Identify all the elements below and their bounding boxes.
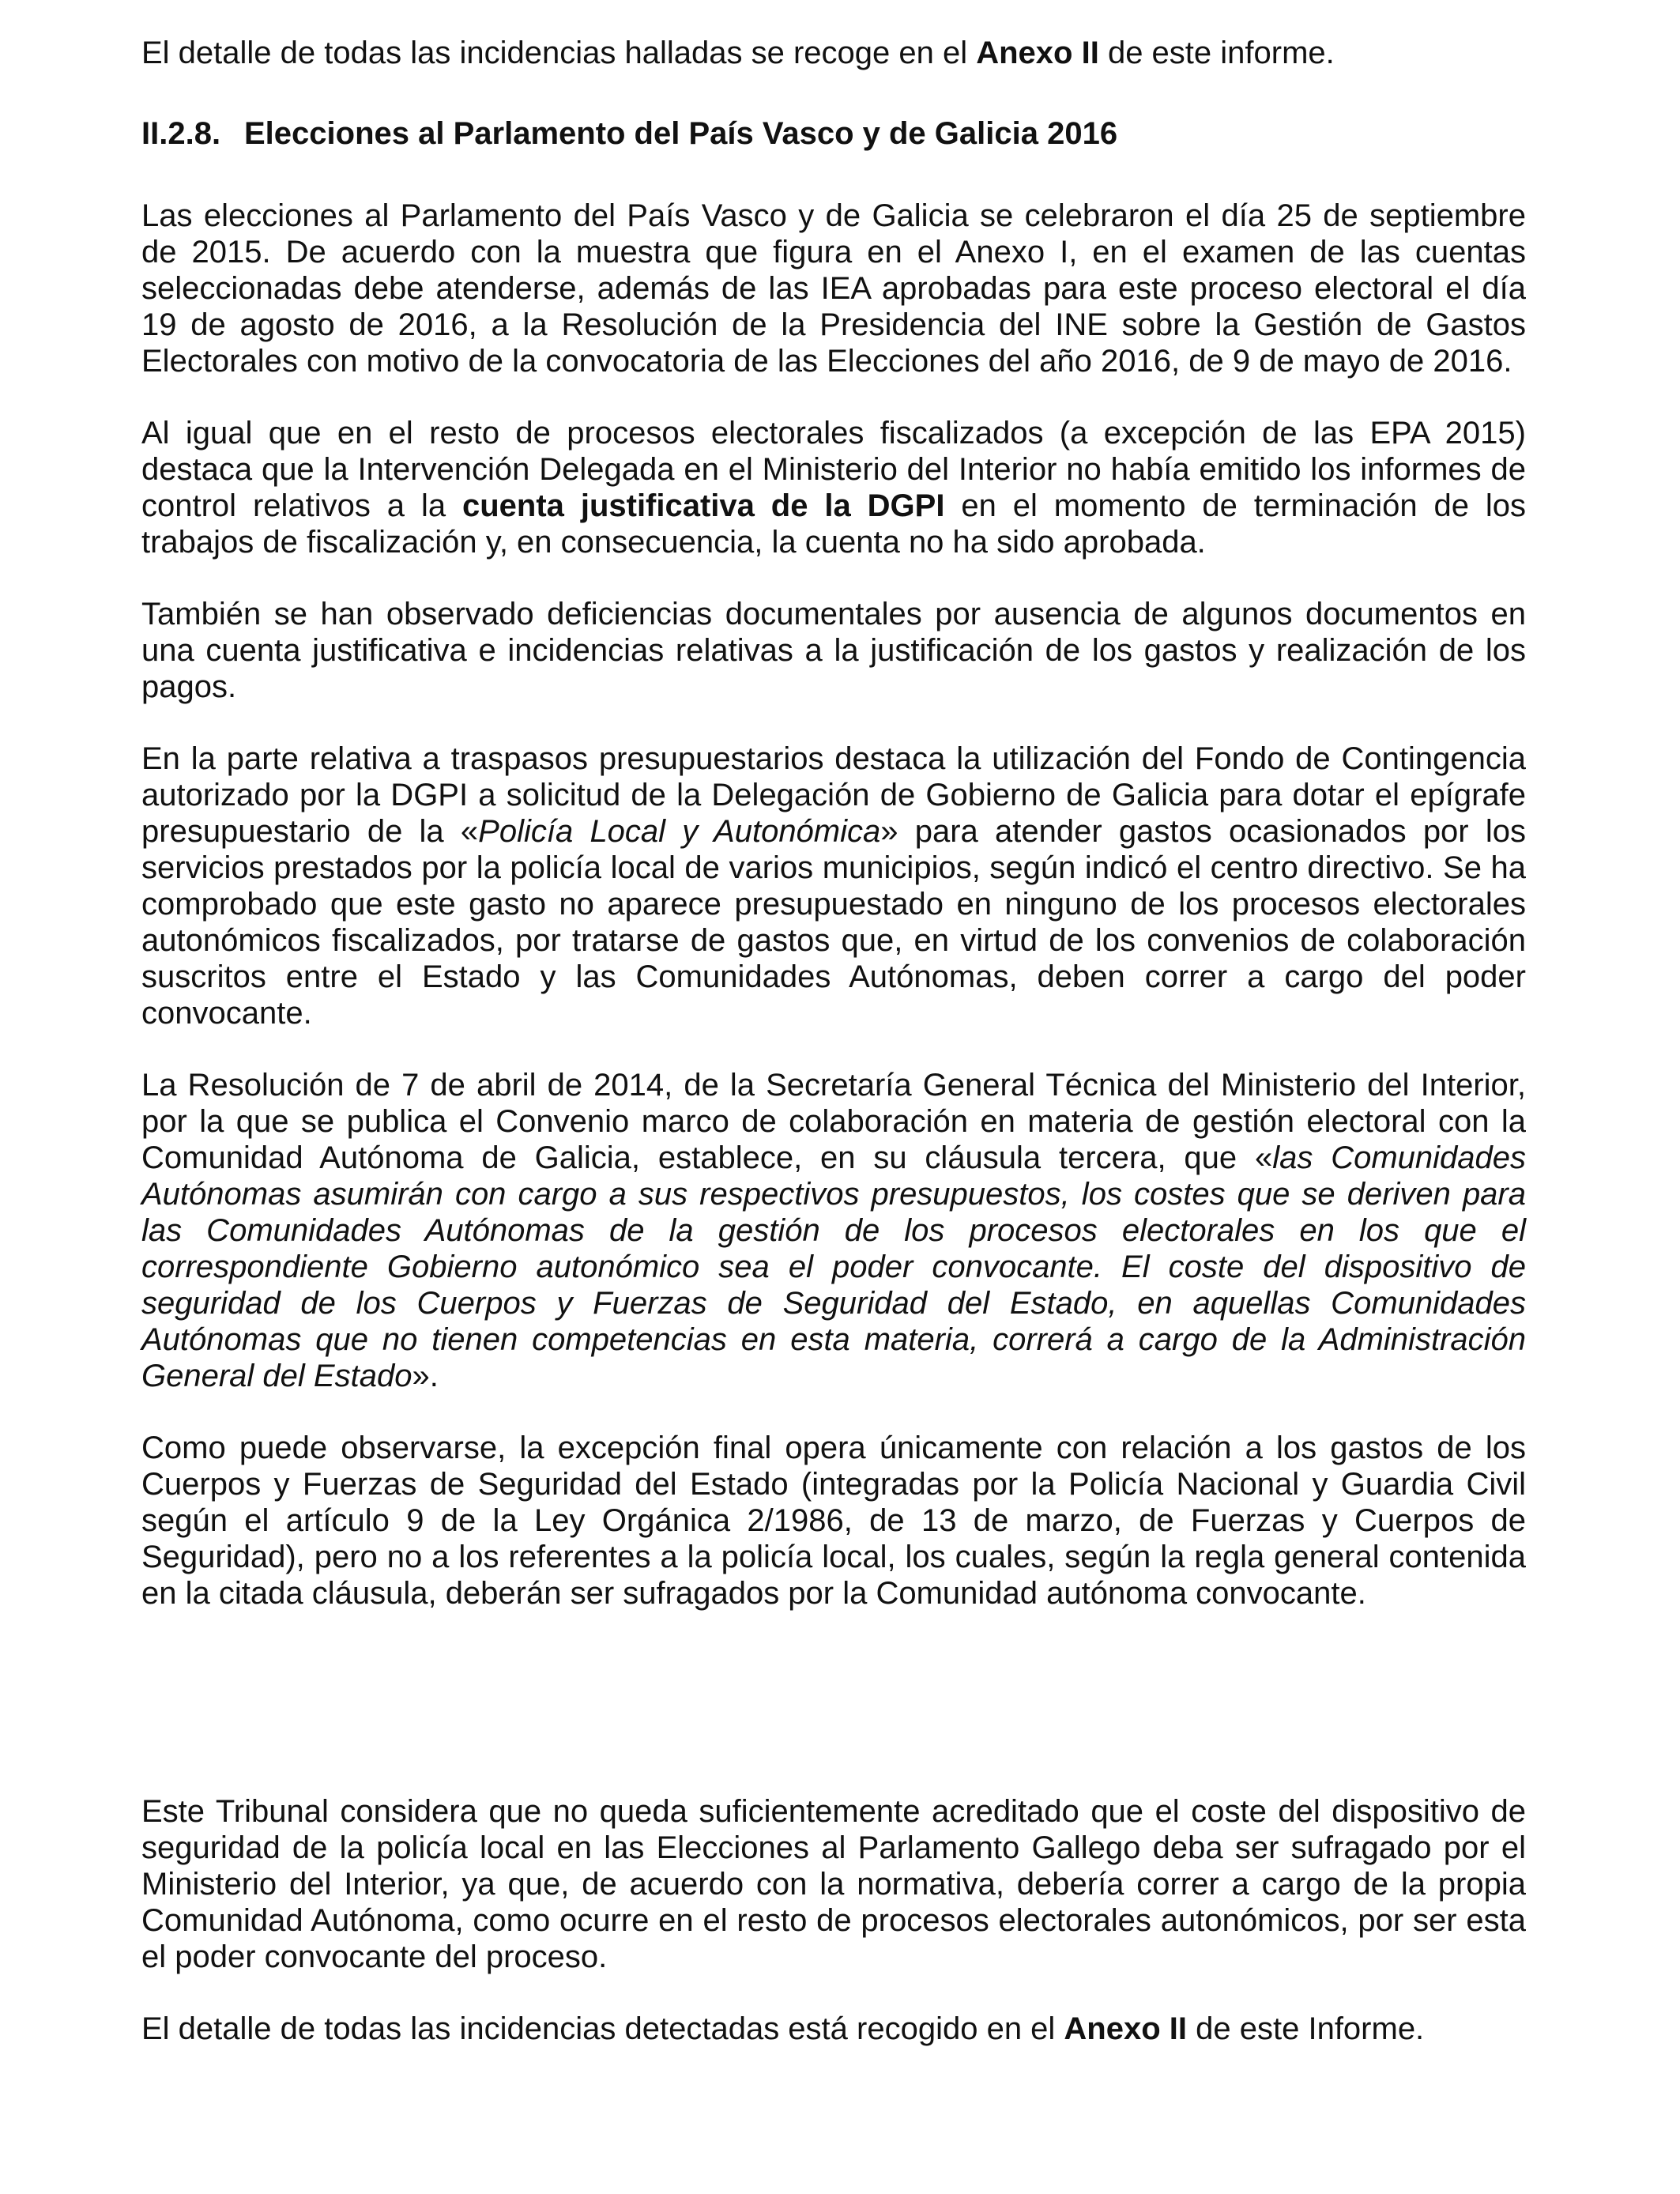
section-number: II.2.8. [141, 116, 221, 151]
p2-text-before: Al igual que en el resto de procesos electorales fiscalizados (a excepción de las EPA 2015) destaca que la Intervención Delegada en el Ministerio del Interior no había emitido los informes de control relativos a la [141, 416, 1526, 523]
p4-italic-epigraph: Policía Local y Autonómica [478, 814, 881, 849]
intro-text-before: El detalle de todas las incidencias halladas se recoge en el [141, 36, 977, 70]
closing-annex-reference: Anexo II [1064, 2011, 1188, 2046]
paragraph-intervention [141, 415, 1526, 560]
closing-paragraph [141, 2011, 1526, 2047]
intro-text-after: de este informe. [1098, 36, 1335, 70]
section-heading [141, 115, 1526, 152]
paragraph-exception: Como puede observarse, la excepción final opera únicamente con relación a los gastos de los Cuerpos y Fuerzas de Seguridad del Estado (integradas por la Policía Nacional y Guardia Civil según el artículo 9 de la Ley Orgánica 2/1986, de 13 de marzo, de Fuerzas y Cuerpos de Seguridad), pero no a los referentes a la policía local, los cuales, según la regla general contenida en la citada cláusula, deberán ser sufragados por la Comunidad autónoma convocante. [141, 1431, 1526, 1611]
p2-text-after: en el momento de terminación de los trabajos de fiscalización y, en consecuencia, la cuenta no ha sido aprobada. [141, 488, 1527, 560]
paragraph-tribunal-opinion: Este Tribunal considera que no queda suficientemente acreditado que el coste del dispositivo de seguridad de la policía local en las Elecciones al Parlamento Gallego deba ser sufragado por el Ministerio del Interior, ya que, de acuerdo con la normativa, debería correr a cargo de la propia Comunidad Autónoma, como ocurre en el resto de procesos electorales autonómicos, por ser esta el poder convocante del proceso. [141, 1794, 1526, 1974]
p5-text-after: ». [412, 1359, 439, 1393]
intro-paragraph [141, 35, 1526, 71]
p5-text-before: La Resolución de 7 de abril de 2014, de la Secretaría General Técnica del Ministerio del Interior, por la que se publica el Convenio marco de colaboración en materia de gestión electoral con la Comunidad Autónoma de Galicia, establece, en su cláusula tercera, que « [141, 1068, 1526, 1175]
p4-text-before: En la parte relativa a traspasos presupuestarios destaca la utilización del Fondo de Contingencia autorizado por la DGPI a solicitud de la Delegación de Gobierno de Galicia para dotar el epígrafe presupuestario de la « [141, 741, 1526, 849]
p2-bold-account: cuenta justificativa de la DGPI [462, 488, 945, 523]
p5-italic-quote: las Comunidades Autónomas asumirán con cargo a sus respectivos presupuestos, los costes que se deriven para las Comunidades Autónomas de la gestión de los procesos electorales en los que el correspondiente Gobierno autonómico sea el poder convocante. El coste del dispositivo de seguridad de los Cuerpos y Fuerzas de Seguridad del Estado, en aquellas Comunidades Autónomas que no tienen competencias en esta materia, correrá a cargo de la Administración General del Estado [141, 1140, 1527, 1393]
closing-text-after: de este Informe. [1187, 2011, 1425, 2046]
paragraph-resolution [141, 1067, 1526, 1394]
document-page [141, 35, 1526, 2047]
paragraph-budget-transfers [141, 741, 1526, 1031]
closing-text-before: El detalle de todas las incidencias detectadas está recogido en el [141, 2011, 1064, 2046]
paragraph-elections-date: Las elecciones al Parlamento del País Vasco y de Galicia se celebraron el día 25 de septiembre de 2015. De acuerdo con la muestra que figura en el Anexo I, en el examen de las cuentas seleccionadas debe atenderse, además de las IEA aprobadas para este proceso electoral el día 19 de agosto de 2016, a la Resolución de la Presidencia del INE sobre la Gestión de Gastos Electorales con motivo de la convocatoria de las Elecciones del año 2016, de 9 de mayo de 2016. [141, 198, 1526, 379]
p4-text-after: » para atender gastos ocasionados por los servicios prestados por la policía local de varios municipios, según indicó el centro directivo. Se ha comprobado que este gasto no aparece presupuestado en ninguno de los procesos electorales autonómicos fiscalizados, por tratarse de gastos que, en virtud de los convenios de colaboración suscritos entre el Estado y las Comunidades Autónomas, deben correr a cargo del poder convocante. [141, 814, 1526, 1031]
paragraph-deficiencies: También se han observado deficiencias documentales por ausencia de algunos documentos en una cuenta justificativa e incidencias relativas a la justificación de los gastos y realización de los pagos. [141, 597, 1526, 704]
section-title: Elecciones al Parlamento del País Vasco y de Galicia 2016 [244, 116, 1118, 151]
intro-annex-reference: Anexo II [976, 36, 1099, 70]
